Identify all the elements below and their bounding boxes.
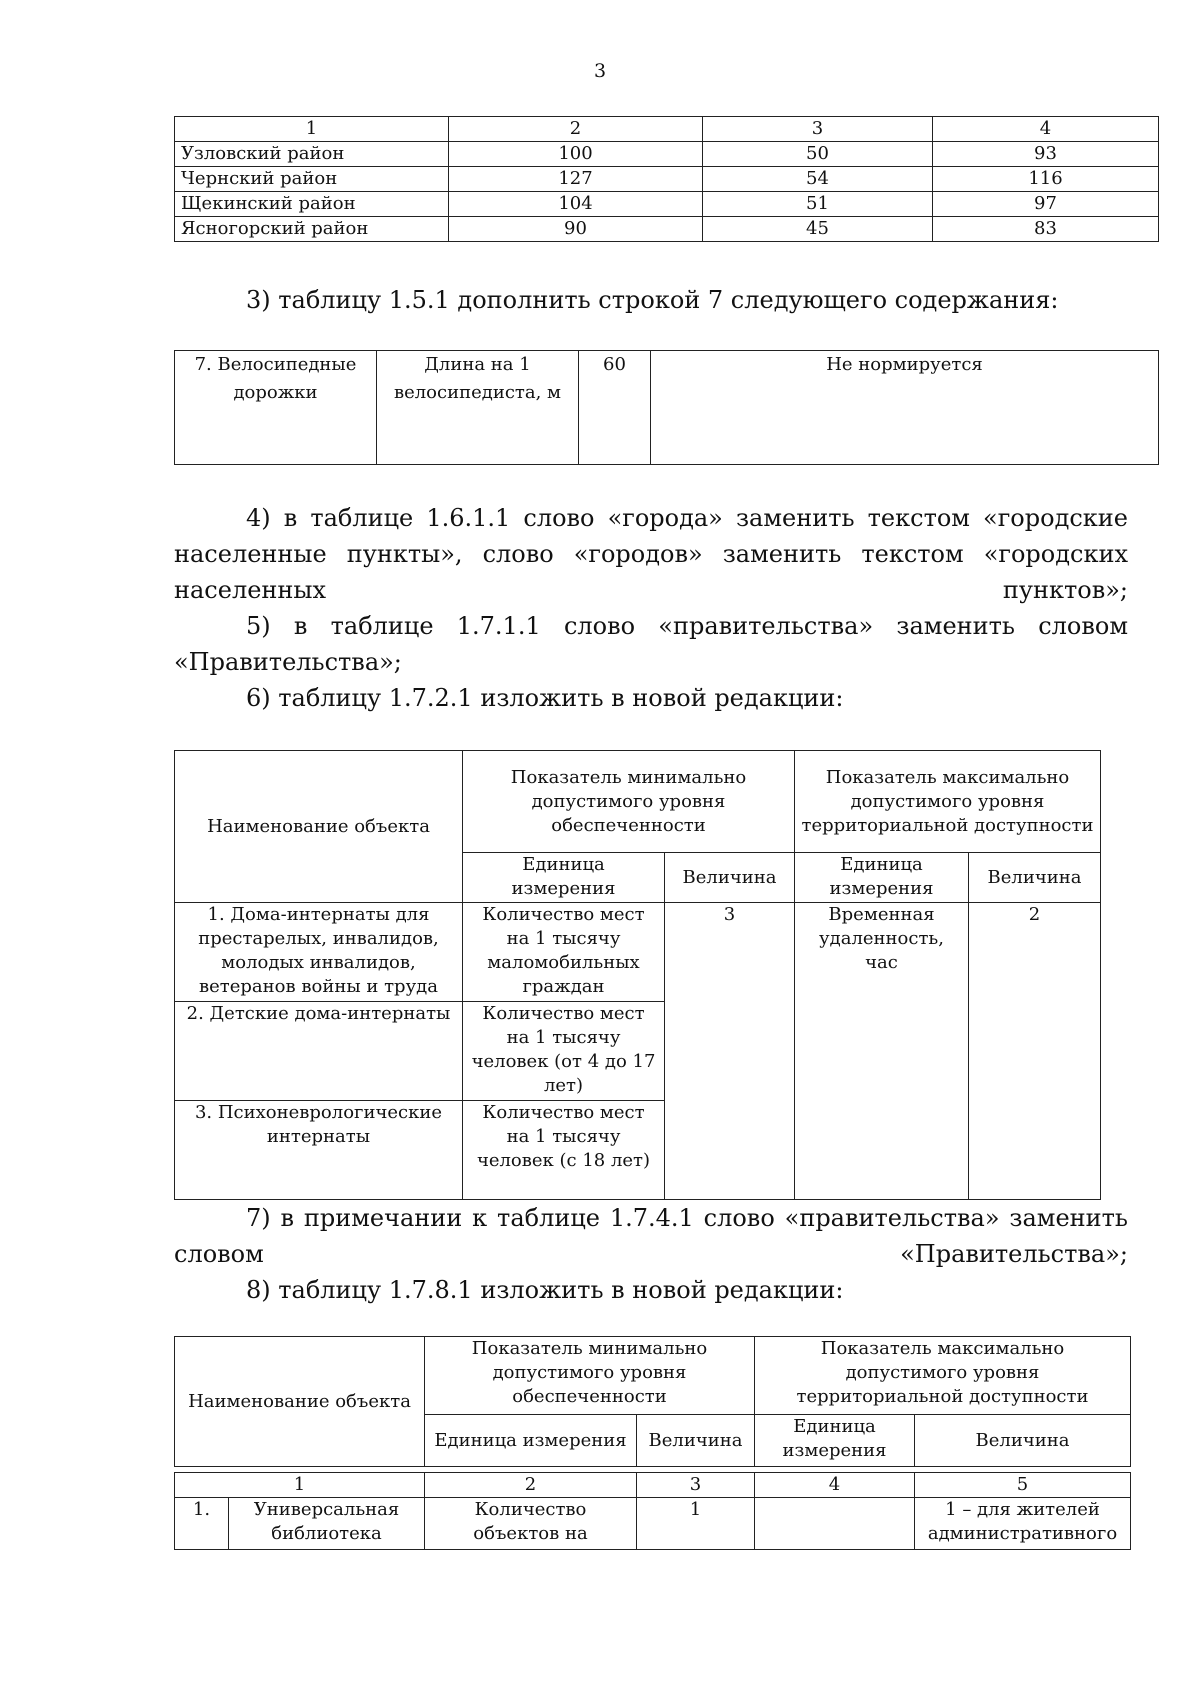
table-cell: 2 <box>449 117 703 142</box>
paragraph-8: 8) таблицу 1.7.8.1 изложить в новой редакции: <box>246 1276 844 1304</box>
paragraph-4-text: 4) в таблице 1.6.1.1 слово «города» заменить текстом «городские населенные пункты», слово «городов» заменить текстом «городских населенных пунктов»; <box>174 504 1128 604</box>
table-number-row <box>175 1473 1131 1498</box>
table-cell: Щекинский район <box>175 192 449 217</box>
table-cell: Временная удаленность, час <box>795 903 969 1200</box>
table-cell: 45 <box>703 217 933 242</box>
header-unit: Единица измерения <box>755 1415 915 1467</box>
table-cell: 127 <box>449 167 703 192</box>
table-cell: 116 <box>933 167 1159 192</box>
table-cell <box>755 1498 915 1550</box>
table-cell: 1 – для жителей административного <box>915 1498 1131 1550</box>
paragraph-6: 6) таблицу 1.7.2.1 изложить в новой редакции: <box>246 684 844 712</box>
table-cell: 4 <box>933 117 1159 142</box>
table-cell: 100 <box>449 142 703 167</box>
table-cell: Количество мест на 1 тысячу человек (с 18 лет) <box>463 1101 665 1200</box>
table-cell: 93 <box>933 142 1159 167</box>
table-cell: 83 <box>933 217 1159 242</box>
table-cell: 1. Дома-интернаты для престарелых, инвалидов, молодых инвалидов, ветеранов войны и труда <box>175 903 463 1002</box>
table-cell: Количество объектов на <box>425 1498 637 1550</box>
table-1-7-8-1-body <box>174 1472 1131 1550</box>
table-cell: Длина на 1 велосипедиста, м <box>377 351 579 465</box>
header-name: Наименование объекта <box>175 1337 425 1467</box>
table-cell: 7. Велосипедные дорожки <box>175 351 377 465</box>
table-header-row <box>175 117 1159 142</box>
table-cell: 4 <box>755 1473 915 1498</box>
table-cell: 3. Психоневрологические интернаты <box>175 1101 463 1200</box>
paragraph-7 <box>174 1200 1128 1272</box>
table-row <box>175 1498 1131 1550</box>
table-1-7-8-1-header <box>174 1336 1131 1467</box>
table-header-row <box>175 1337 1131 1415</box>
paragraph-3: 3) таблицу 1.5.1 дополнить строкой 7 следующего содержания: <box>246 286 1059 314</box>
table-cell: 1 <box>175 1473 425 1498</box>
header-min: Показатель минимально допустимого уровня обеспеченности <box>425 1337 755 1415</box>
table-cell: 1 <box>637 1498 755 1550</box>
table-cell: 60 <box>579 351 651 465</box>
bike-lanes-table <box>174 350 1159 465</box>
table-cell: 50 <box>703 142 933 167</box>
table-cell: Не нормируется <box>651 351 1159 465</box>
table-cell: Количество мест на 1 тысячу маломобильных граждан <box>463 903 665 1002</box>
table-cell: Ясногорский район <box>175 217 449 242</box>
paragraph-4 <box>174 500 1128 608</box>
table-cell: Универсальная библиотека <box>229 1498 425 1550</box>
table-cell: 1. <box>175 1498 229 1550</box>
header-min: Показатель минимально допустимого уровня обеспеченности <box>463 751 795 853</box>
table-cell: Количество мест на 1 тысячу человек (от 4 до 17 лет) <box>463 1002 665 1101</box>
table-1-7-2-1 <box>174 750 1101 1200</box>
table-row <box>175 903 1101 1002</box>
table-cell: 51 <box>703 192 933 217</box>
table-cell: 54 <box>703 167 933 192</box>
table-row <box>175 142 1159 167</box>
table-cell: 90 <box>449 217 703 242</box>
paragraph-5 <box>174 608 1128 680</box>
table-row <box>175 167 1159 192</box>
table-cell: 2 <box>969 903 1101 1200</box>
district-table <box>174 116 1159 242</box>
header-max: Показатель максимально допустимого уровня территориальной доступности <box>795 751 1101 853</box>
table-row <box>175 192 1159 217</box>
table-cell: Узловский район <box>175 142 449 167</box>
paragraph-7-text: 7) в примечании к таблице 1.7.4.1 слово «правительства» заменить словом «Правительства»; <box>174 1204 1128 1268</box>
table-header-row <box>175 751 1101 853</box>
paragraph-5-text: 5) в таблице 1.7.1.1 слово «правительства» заменить словом «Правительства»; <box>174 612 1128 676</box>
header-value: Величина <box>969 853 1101 903</box>
table-cell: 5 <box>915 1473 1131 1498</box>
header-unit: Единица измерения <box>463 853 665 903</box>
header-name: Наименование объекта <box>175 751 463 903</box>
table-row <box>175 217 1159 242</box>
table-cell: 3 <box>703 117 933 142</box>
header-value: Величина <box>637 1415 755 1467</box>
header-max: Показатель максимально допустимого уровня территориальной доступности <box>755 1337 1131 1415</box>
table-cell: 104 <box>449 192 703 217</box>
page-number: 3 <box>593 60 607 82</box>
table-cell: 2 <box>425 1473 637 1498</box>
table-cell: 1 <box>175 117 449 142</box>
table-cell: 3 <box>665 903 795 1200</box>
header-value: Величина <box>665 853 795 903</box>
header-unit: Единица измерения <box>425 1415 637 1467</box>
table-row <box>175 351 1159 465</box>
table-cell: 2. Детские дома-интернаты <box>175 1002 463 1101</box>
table-cell: 97 <box>933 192 1159 217</box>
table-cell: Чернский район <box>175 167 449 192</box>
table-cell: 3 <box>637 1473 755 1498</box>
header-unit: Единица измерения <box>795 853 969 903</box>
header-value: Величина <box>915 1415 1131 1467</box>
